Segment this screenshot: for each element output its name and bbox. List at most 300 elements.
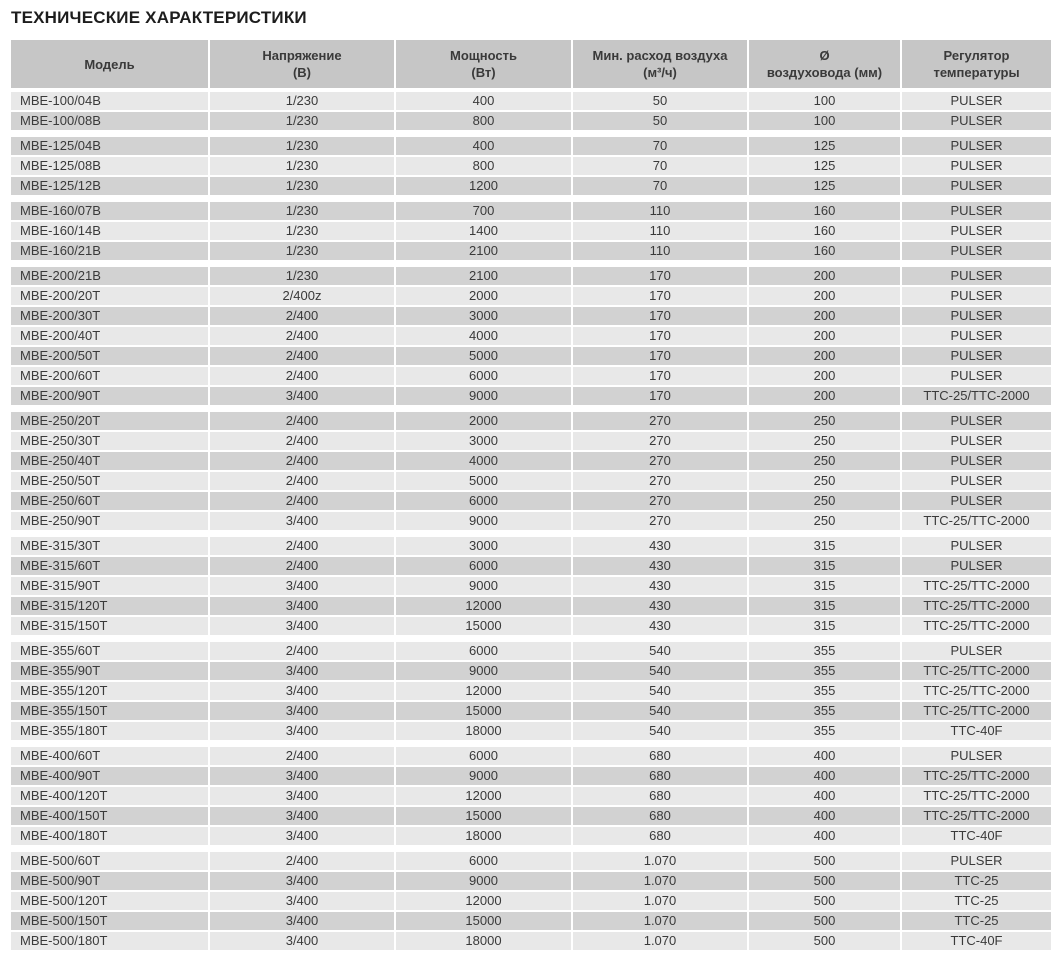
cell-regulator: PULSER	[902, 852, 1051, 870]
cell-duct: 100	[749, 112, 900, 130]
table-row	[11, 662, 1051, 680]
cell-airflow: 170	[573, 307, 747, 325]
cell-model: MBE-400/60T	[11, 747, 208, 765]
cell-duct: 400	[749, 807, 900, 825]
cell-model: MBE-200/40T	[11, 327, 208, 345]
cell-duct: 160	[749, 242, 900, 260]
cell-model: MBE-250/40T	[11, 452, 208, 470]
cell-voltage: 3/400	[210, 577, 394, 595]
cell-model: MBE-200/90T	[11, 387, 208, 405]
model-group-MBE-500	[11, 852, 1051, 950]
cell-power: 9000	[396, 662, 571, 680]
cell-regulator: TTC-25/TTC-2000	[902, 387, 1051, 405]
cell-airflow: 170	[573, 367, 747, 385]
cell-model: MBE-315/150T	[11, 617, 208, 635]
cell-duct: 315	[749, 597, 900, 615]
table-body	[11, 92, 1051, 950]
cell-airflow: 540	[573, 662, 747, 680]
cell-regulator: TTC-40F	[902, 827, 1051, 845]
header-cell-airflow	[573, 40, 747, 88]
cell-duct: 500	[749, 852, 900, 870]
cell-airflow: 430	[573, 557, 747, 575]
cell-duct: 400	[749, 747, 900, 765]
cell-model: MBE-200/20T	[11, 287, 208, 305]
cell-model: MBE-250/20T	[11, 412, 208, 430]
cell-power: 18000	[396, 932, 571, 950]
cell-regulator: PULSER	[902, 642, 1051, 660]
cell-duct: 200	[749, 307, 900, 325]
table-row	[11, 387, 1051, 405]
table-row	[11, 472, 1051, 490]
model-group-MBE-400	[11, 747, 1051, 845]
cell-voltage: 1/230	[210, 267, 394, 285]
cell-power: 3000	[396, 537, 571, 555]
cell-model: MBE-315/30T	[11, 537, 208, 555]
cell-voltage: 1/230	[210, 222, 394, 240]
cell-duct: 250	[749, 432, 900, 450]
cell-airflow: 540	[573, 702, 747, 720]
cell-airflow: 170	[573, 327, 747, 345]
cell-regulator: PULSER	[902, 177, 1051, 195]
table-row	[11, 242, 1051, 260]
cell-power: 12000	[396, 597, 571, 615]
cell-airflow: 270	[573, 432, 747, 450]
cell-voltage: 3/400	[210, 912, 394, 930]
table-row	[11, 307, 1051, 325]
cell-voltage: 1/230	[210, 242, 394, 260]
table-row	[11, 112, 1051, 130]
header-label-line2: (В)	[292, 65, 312, 80]
table-row	[11, 492, 1051, 510]
cell-airflow: 680	[573, 767, 747, 785]
table-row	[11, 287, 1051, 305]
cell-duct: 250	[749, 512, 900, 530]
header-cell-model	[11, 40, 208, 88]
cell-duct: 250	[749, 472, 900, 490]
cell-power: 12000	[396, 892, 571, 910]
cell-voltage: 2/400	[210, 367, 394, 385]
cell-voltage: 2/400	[210, 852, 394, 870]
cell-model: MBE-355/150T	[11, 702, 208, 720]
cell-duct: 200	[749, 367, 900, 385]
cell-regulator: TTC-25/TTC-2000	[902, 787, 1051, 805]
cell-regulator: TTC-25/TTC-2000	[902, 807, 1051, 825]
cell-voltage: 3/400	[210, 787, 394, 805]
cell-airflow: 270	[573, 452, 747, 470]
cell-airflow: 1.070	[573, 932, 747, 950]
cell-regulator: PULSER	[902, 472, 1051, 490]
cell-model: MBE-250/30T	[11, 432, 208, 450]
header-label-line2: температуры	[933, 65, 1020, 80]
table-row	[11, 852, 1051, 870]
cell-voltage: 3/400	[210, 597, 394, 615]
cell-airflow: 170	[573, 387, 747, 405]
table-row	[11, 327, 1051, 345]
cell-model: MBE-160/07B	[11, 202, 208, 220]
cell-duct: 355	[749, 702, 900, 720]
cell-power: 12000	[396, 787, 571, 805]
cell-duct: 200	[749, 287, 900, 305]
header-label-line1: Мощность	[450, 48, 517, 63]
cell-regulator: PULSER	[902, 347, 1051, 365]
cell-duct: 125	[749, 177, 900, 195]
cell-model: MBE-355/180T	[11, 722, 208, 740]
table-row	[11, 347, 1051, 365]
cell-regulator: TTC-25/TTC-2000	[902, 577, 1051, 595]
cell-power: 6000	[396, 747, 571, 765]
table-row	[11, 642, 1051, 660]
table-row	[11, 512, 1051, 530]
header-cell-voltage	[210, 40, 394, 88]
table-row	[11, 537, 1051, 555]
cell-power: 6000	[396, 557, 571, 575]
cell-voltage: 1/230	[210, 92, 394, 110]
cell-power: 2100	[396, 242, 571, 260]
cell-power: 2000	[396, 412, 571, 430]
cell-airflow: 50	[573, 112, 747, 130]
cell-airflow: 270	[573, 512, 747, 530]
cell-regulator: PULSER	[902, 432, 1051, 450]
cell-voltage: 2/400	[210, 327, 394, 345]
cell-duct: 315	[749, 617, 900, 635]
cell-airflow: 50	[573, 92, 747, 110]
cell-regulator: PULSER	[902, 307, 1051, 325]
table-row	[11, 412, 1051, 430]
model-group-MBE-160	[11, 202, 1051, 260]
page-title: ТЕХНИЧЕСКИЕ ХАРАКТЕРИСТИКИ	[11, 8, 307, 27]
cell-regulator: TTC-25	[902, 892, 1051, 910]
cell-power: 2000	[396, 287, 571, 305]
cell-regulator: TTC-25	[902, 872, 1051, 890]
cell-model: MBE-200/50T	[11, 347, 208, 365]
cell-voltage: 3/400	[210, 512, 394, 530]
cell-regulator: PULSER	[902, 327, 1051, 345]
cell-voltage: 2/400	[210, 537, 394, 555]
cell-airflow: 430	[573, 597, 747, 615]
cell-duct: 355	[749, 642, 900, 660]
cell-model: MBE-400/150T	[11, 807, 208, 825]
cell-voltage: 3/400	[210, 872, 394, 890]
cell-regulator: TTC-25	[902, 912, 1051, 930]
cell-model: MBE-355/60T	[11, 642, 208, 660]
cell-airflow: 70	[573, 157, 747, 175]
cell-power: 6000	[396, 852, 571, 870]
cell-regulator: TTC-40F	[902, 722, 1051, 740]
cell-duct: 200	[749, 347, 900, 365]
table-row	[11, 787, 1051, 805]
header-label-line2: (Вт)	[471, 65, 496, 80]
cell-model: MBE-160/21B	[11, 242, 208, 260]
cell-power: 18000	[396, 722, 571, 740]
cell-voltage: 3/400	[210, 662, 394, 680]
cell-duct: 250	[749, 492, 900, 510]
cell-duct: 250	[749, 452, 900, 470]
cell-power: 4000	[396, 327, 571, 345]
cell-regulator: PULSER	[902, 112, 1051, 130]
cell-airflow: 70	[573, 137, 747, 155]
cell-airflow: 1.070	[573, 912, 747, 930]
cell-model: MBE-500/60T	[11, 852, 208, 870]
cell-regulator: PULSER	[902, 367, 1051, 385]
cell-voltage: 2/400	[210, 557, 394, 575]
cell-duct: 160	[749, 202, 900, 220]
cell-voltage: 3/400	[210, 387, 394, 405]
table-row	[11, 137, 1051, 155]
cell-power: 700	[396, 202, 571, 220]
cell-voltage: 3/400	[210, 807, 394, 825]
model-group-MBE-125	[11, 137, 1051, 195]
cell-voltage: 2/400	[210, 347, 394, 365]
cell-model: MBE-250/60T	[11, 492, 208, 510]
cell-duct: 500	[749, 912, 900, 930]
cell-duct: 355	[749, 722, 900, 740]
cell-duct: 500	[749, 932, 900, 950]
cell-model: MBE-500/150T	[11, 912, 208, 930]
cell-power: 18000	[396, 827, 571, 845]
cell-airflow: 1.070	[573, 872, 747, 890]
cell-model: MBE-400/180T	[11, 827, 208, 845]
table-row	[11, 617, 1051, 635]
cell-regulator: PULSER	[902, 267, 1051, 285]
cell-airflow: 1.070	[573, 892, 747, 910]
cell-airflow: 680	[573, 747, 747, 765]
cell-airflow: 430	[573, 617, 747, 635]
model-group-MBE-355	[11, 642, 1051, 740]
header-label-line1: Ø	[819, 48, 830, 63]
cell-voltage: 3/400	[210, 827, 394, 845]
cell-voltage: 1/230	[210, 202, 394, 220]
cell-power: 9000	[396, 767, 571, 785]
cell-airflow: 110	[573, 202, 747, 220]
cell-model: MBE-315/60T	[11, 557, 208, 575]
cell-power: 6000	[396, 642, 571, 660]
table-header	[11, 40, 1051, 88]
cell-voltage: 3/400	[210, 617, 394, 635]
cell-duct: 500	[749, 892, 900, 910]
cell-duct: 400	[749, 767, 900, 785]
header-label-line1: Регулятор	[943, 48, 1010, 63]
cell-duct: 315	[749, 557, 900, 575]
cell-power: 400	[396, 137, 571, 155]
cell-power: 9000	[396, 872, 571, 890]
table-row	[11, 597, 1051, 615]
cell-duct: 315	[749, 537, 900, 555]
cell-model: MBE-500/180T	[11, 932, 208, 950]
table-row	[11, 222, 1051, 240]
cell-airflow: 540	[573, 682, 747, 700]
cell-power: 2100	[396, 267, 571, 285]
header-label-line1: Мин. расход воздуха	[592, 48, 728, 63]
cell-airflow: 170	[573, 347, 747, 365]
header-cell-power	[396, 40, 571, 88]
cell-model: MBE-125/12B	[11, 177, 208, 195]
table-row	[11, 827, 1051, 845]
cell-power: 1200	[396, 177, 571, 195]
cell-voltage: 2/400	[210, 412, 394, 430]
cell-voltage: 1/230	[210, 112, 394, 130]
cell-voltage: 2/400	[210, 747, 394, 765]
cell-duct: 400	[749, 827, 900, 845]
table-row	[11, 267, 1051, 285]
cell-model: MBE-355/120T	[11, 682, 208, 700]
cell-regulator: PULSER	[902, 492, 1051, 510]
cell-regulator: PULSER	[902, 537, 1051, 555]
cell-voltage: 2/400	[210, 307, 394, 325]
table-row	[11, 202, 1051, 220]
table-row	[11, 157, 1051, 175]
header-label-line1: Модель	[84, 56, 135, 72]
cell-airflow: 110	[573, 242, 747, 260]
cell-duct: 200	[749, 267, 900, 285]
cell-duct: 200	[749, 387, 900, 405]
cell-airflow: 1.070	[573, 852, 747, 870]
cell-voltage: 2/400	[210, 452, 394, 470]
cell-voltage: 3/400	[210, 682, 394, 700]
cell-power: 15000	[396, 807, 571, 825]
cell-duct: 400	[749, 787, 900, 805]
cell-model: MBE-315/90T	[11, 577, 208, 595]
cell-airflow: 170	[573, 287, 747, 305]
cell-regulator: TTC-25/TTC-2000	[902, 662, 1051, 680]
cell-duct: 315	[749, 577, 900, 595]
cell-power: 5000	[396, 472, 571, 490]
cell-airflow: 540	[573, 722, 747, 740]
cell-voltage: 3/400	[210, 722, 394, 740]
cell-model: MBE-250/90T	[11, 512, 208, 530]
table-row	[11, 767, 1051, 785]
cell-model: MBE-100/08B	[11, 112, 208, 130]
cell-power: 800	[396, 157, 571, 175]
cell-regulator: PULSER	[902, 137, 1051, 155]
cell-model: MBE-315/120T	[11, 597, 208, 615]
header-cell-duct	[749, 40, 900, 88]
cell-airflow: 70	[573, 177, 747, 195]
cell-regulator: PULSER	[902, 412, 1051, 430]
cell-regulator: PULSER	[902, 287, 1051, 305]
cell-duct: 125	[749, 157, 900, 175]
table-row	[11, 92, 1051, 110]
cell-model: MBE-355/90T	[11, 662, 208, 680]
table-row	[11, 892, 1051, 910]
cell-voltage: 2/400	[210, 432, 394, 450]
cell-model: MBE-400/120T	[11, 787, 208, 805]
model-group-MBE-200	[11, 267, 1051, 405]
cell-voltage: 2/400	[210, 642, 394, 660]
header-label-line1: Напряжение	[262, 48, 342, 63]
cell-regulator: PULSER	[902, 157, 1051, 175]
cell-power: 9000	[396, 387, 571, 405]
cell-duct: 160	[749, 222, 900, 240]
cell-airflow: 680	[573, 827, 747, 845]
cell-airflow: 170	[573, 267, 747, 285]
cell-airflow: 540	[573, 642, 747, 660]
header-label-line2: воздуховода (мм)	[766, 65, 883, 80]
spec-table	[11, 40, 1051, 950]
model-group-MBE-250	[11, 412, 1051, 530]
cell-airflow: 270	[573, 412, 747, 430]
table-row	[11, 557, 1051, 575]
cell-duct: 355	[749, 662, 900, 680]
model-group-MBE-100	[11, 92, 1051, 130]
model-group-MBE-315	[11, 537, 1051, 635]
cell-model: MBE-250/50T	[11, 472, 208, 490]
cell-model: MBE-500/90T	[11, 872, 208, 890]
cell-power: 9000	[396, 512, 571, 530]
cell-duct: 500	[749, 872, 900, 890]
header-label-line2: (м³/ч)	[643, 65, 677, 80]
header-cell-regulator	[902, 40, 1051, 88]
table-row	[11, 367, 1051, 385]
table-row	[11, 747, 1051, 765]
cell-power: 5000	[396, 347, 571, 365]
cell-voltage: 3/400	[210, 892, 394, 910]
cell-voltage: 1/230	[210, 137, 394, 155]
cell-model: MBE-125/04B	[11, 137, 208, 155]
cell-power: 400	[396, 92, 571, 110]
cell-model: MBE-400/90T	[11, 767, 208, 785]
cell-voltage: 1/230	[210, 177, 394, 195]
cell-voltage: 2/400z	[210, 287, 394, 305]
cell-regulator: PULSER	[902, 92, 1051, 110]
cell-regulator: TTC-25/TTC-2000	[902, 597, 1051, 615]
cell-model: MBE-200/30T	[11, 307, 208, 325]
table-row	[11, 872, 1051, 890]
cell-airflow: 430	[573, 577, 747, 595]
table-row	[11, 432, 1051, 450]
cell-regulator: TTC-40F	[902, 932, 1051, 950]
table-row	[11, 452, 1051, 470]
cell-model: MBE-500/120T	[11, 892, 208, 910]
cell-airflow: 270	[573, 472, 747, 490]
cell-power: 15000	[396, 912, 571, 930]
table-row	[11, 577, 1051, 595]
cell-power: 800	[396, 112, 571, 130]
cell-power: 12000	[396, 682, 571, 700]
cell-power: 3000	[396, 307, 571, 325]
cell-regulator: TTC-25/TTC-2000	[902, 617, 1051, 635]
cell-duct: 355	[749, 682, 900, 700]
table-row	[11, 912, 1051, 930]
cell-voltage: 3/400	[210, 702, 394, 720]
cell-regulator: TTC-25/TTC-2000	[902, 682, 1051, 700]
cell-regulator: TTC-25/TTC-2000	[902, 512, 1051, 530]
table-row	[11, 807, 1051, 825]
cell-voltage: 1/230	[210, 157, 394, 175]
cell-power: 3000	[396, 432, 571, 450]
cell-power: 9000	[396, 577, 571, 595]
cell-power: 6000	[396, 367, 571, 385]
cell-model: MBE-200/21B	[11, 267, 208, 285]
cell-voltage: 3/400	[210, 767, 394, 785]
cell-regulator: PULSER	[902, 747, 1051, 765]
cell-airflow: 270	[573, 492, 747, 510]
cell-duct: 100	[749, 92, 900, 110]
cell-voltage: 3/400	[210, 932, 394, 950]
cell-regulator: TTC-25/TTC-2000	[902, 702, 1051, 720]
cell-model: MBE-125/08B	[11, 157, 208, 175]
cell-airflow: 110	[573, 222, 747, 240]
cell-model: MBE-200/60T	[11, 367, 208, 385]
cell-voltage: 2/400	[210, 492, 394, 510]
cell-power: 4000	[396, 452, 571, 470]
cell-airflow: 680	[573, 787, 747, 805]
cell-power: 1400	[396, 222, 571, 240]
cell-regulator: PULSER	[902, 222, 1051, 240]
cell-voltage: 2/400	[210, 472, 394, 490]
cell-duct: 200	[749, 327, 900, 345]
cell-airflow: 680	[573, 807, 747, 825]
table-row	[11, 722, 1051, 740]
